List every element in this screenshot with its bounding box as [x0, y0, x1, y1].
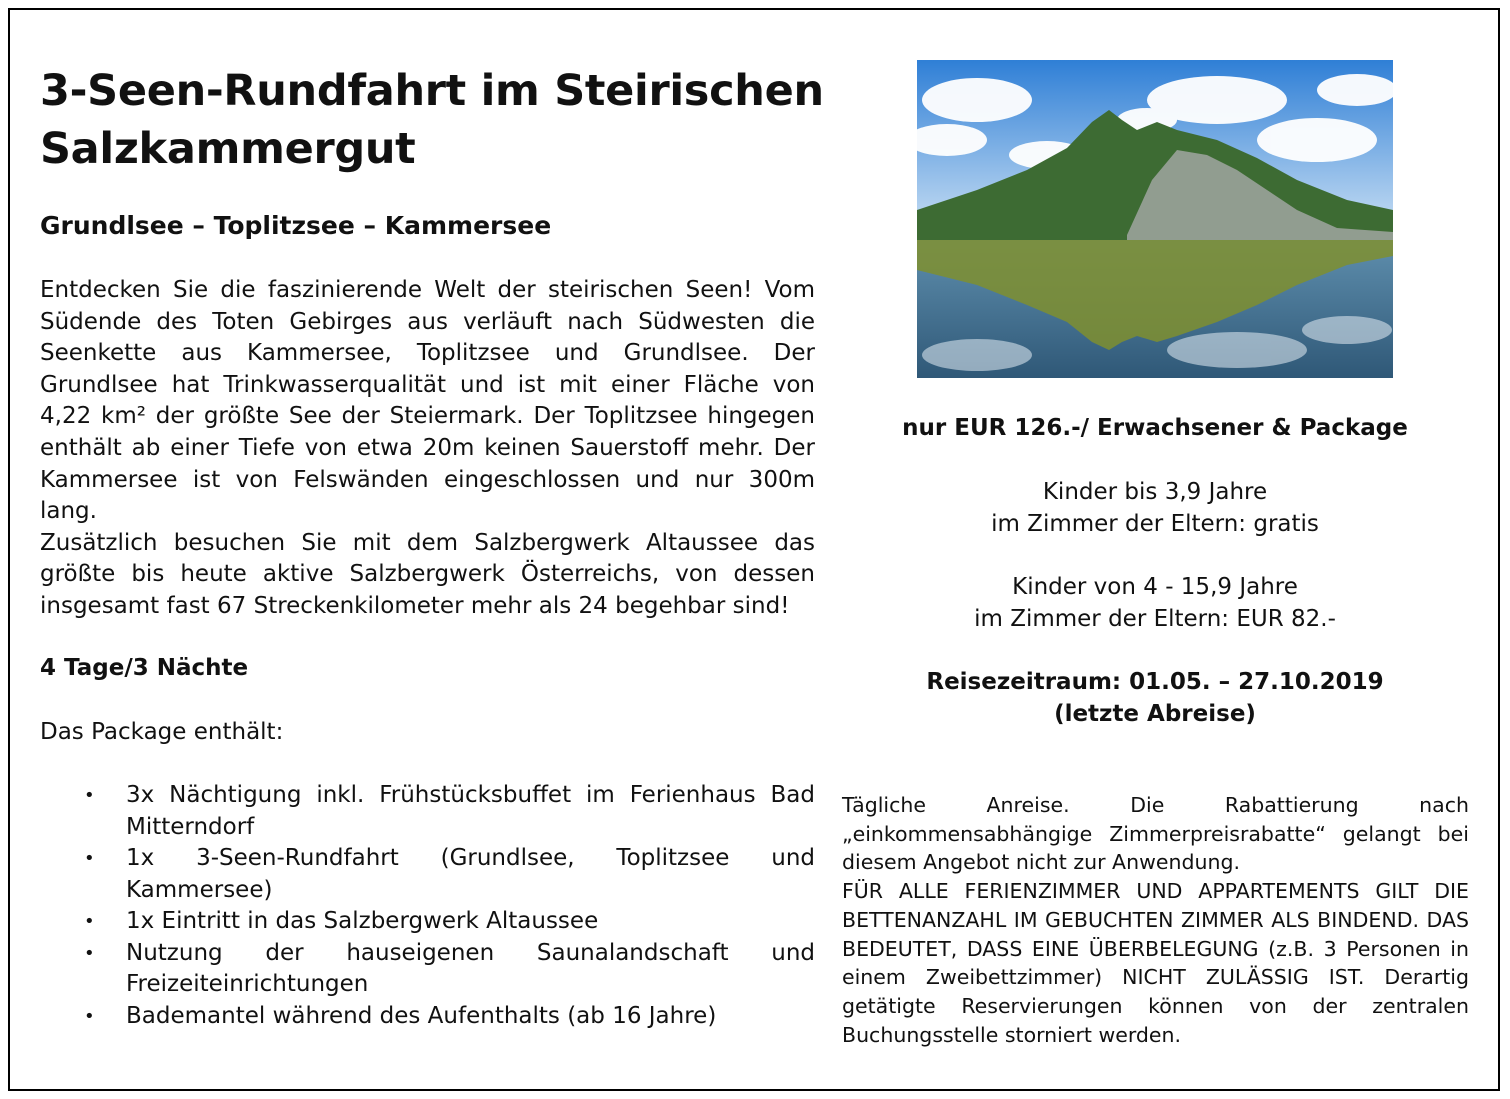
bullet-icon: • [84, 911, 95, 932]
conditions-paragraph-2: FÜR ALLE FERIENZIMMER UND APPARTEMENTS GILT DIE BETTENANZAHL IM GEBUCHTEN ZIMMER ALS BINDEND. DAS BEDEUTET, DASS EINE ÜBERBELEGUNG (z.B. 3 Personen in einem Zweibettzimmer) NICHT ZULÄSSIG IST. Derartig getätigte Reservierungen können von der zentralen Buchungsstelle storniert werden. [842, 879, 1469, 1047]
period-line-2: (letzte Abreise) [1054, 701, 1256, 727]
conditions-paragraph-1: Tägliche Anreise. Die Rabattierung nach „einkommensabhängige Zimmerpreisrabatte“ gelangt bei diesem Angebot nicht zur Anwendung. [842, 793, 1469, 875]
price-adult: nur EUR 126.-/ Erwachsener & Package [902, 415, 1408, 441]
list-item-text: Nutzung der hauseigenen Saunalandschaft und Freizeiteinrichtungen [126, 939, 815, 997]
route-subtitle: Grundlsee – Toplitzsee – Kammersee [40, 211, 552, 240]
title-line-1: 3-Seen-Rundfahrt im Steirischen [40, 66, 824, 116]
page-title [40, 62, 840, 178]
intro-paragraph-1: Entdecken Sie die faszinierende Welt der steirischen Seen! Vom Südende des Toten Gebirges aus verläuft nach Südwesten die Seenkette aus Kammersee, Toplitzsee und Grundlsee. Der Grundlsee hat Trinkwasserqualität und ist mit einer Fläche von 4,22 km² der größte See der Steiermark. Der Toplitzsee hingegen enthält ab einer Tiefe von etwa 20m keinen Sauerstoff mehr. Der Kammersee ist von Felswänden eingeschlossen und nur 300m lang. [40, 277, 815, 525]
list-item [40, 843, 815, 906]
bullet-icon: • [84, 942, 95, 964]
list-item-text: 1x 3-Seen-Rundfahrt (Grundlsee, Toplitzsee und Kammersee) [126, 845, 815, 903]
bullet-icon: • [84, 848, 95, 869]
travel-period [880, 666, 1430, 730]
package-intro: Das Package enthält: [40, 719, 284, 745]
list-item [40, 1001, 815, 1033]
intro-paragraph-2: Zusätzlich besuchen Sie mit dem Salzbergwerk Altaussee das größte bis heute aktive Salzbergwerk Österreichs, von dessen insgesamt fast 67 Streckenkilometer mehr als 24 begehbar sind! [40, 529, 815, 619]
list-item-text: 1x Eintritt in das Salzbergwerk Altaussee [126, 908, 599, 934]
booking-conditions [842, 791, 1469, 1049]
price-kids-young [880, 476, 1430, 540]
period-line-1: Reisezeitraum: 01.05. – 27.10.2019 [926, 669, 1384, 695]
kids-older-line-1: Kinder von 4 - 15,9 Jahre [1012, 574, 1298, 600]
kids-young-line-1: Kinder bis 3,9 Jahre [1042, 479, 1268, 505]
list-item-text: 3x Nächtigung inkl. Frühstücksbuffet im Ferienhaus Bad Mitterndorf [126, 782, 815, 840]
intro-text [40, 275, 815, 623]
package-list [40, 780, 815, 1032]
list-item-text: Bademantel während des Aufenthalts (ab 16 Jahre) [126, 1002, 717, 1029]
price-kids-older [880, 571, 1430, 635]
lake-mountain-photo [917, 60, 1393, 378]
kids-older-line-2: im Zimmer der Eltern: EUR 82.- [974, 606, 1336, 632]
list-item [40, 938, 815, 1001]
bullet-icon: • [84, 1005, 95, 1027]
bullet-icon: • [84, 785, 95, 806]
trip-duration: 4 Tage/3 Nächte [40, 655, 249, 681]
kids-young-line-2: im Zimmer der Eltern: gratis [991, 511, 1319, 537]
list-item [40, 780, 815, 843]
list-item [40, 906, 815, 938]
title-line-2: Salzkammergut [40, 124, 416, 174]
